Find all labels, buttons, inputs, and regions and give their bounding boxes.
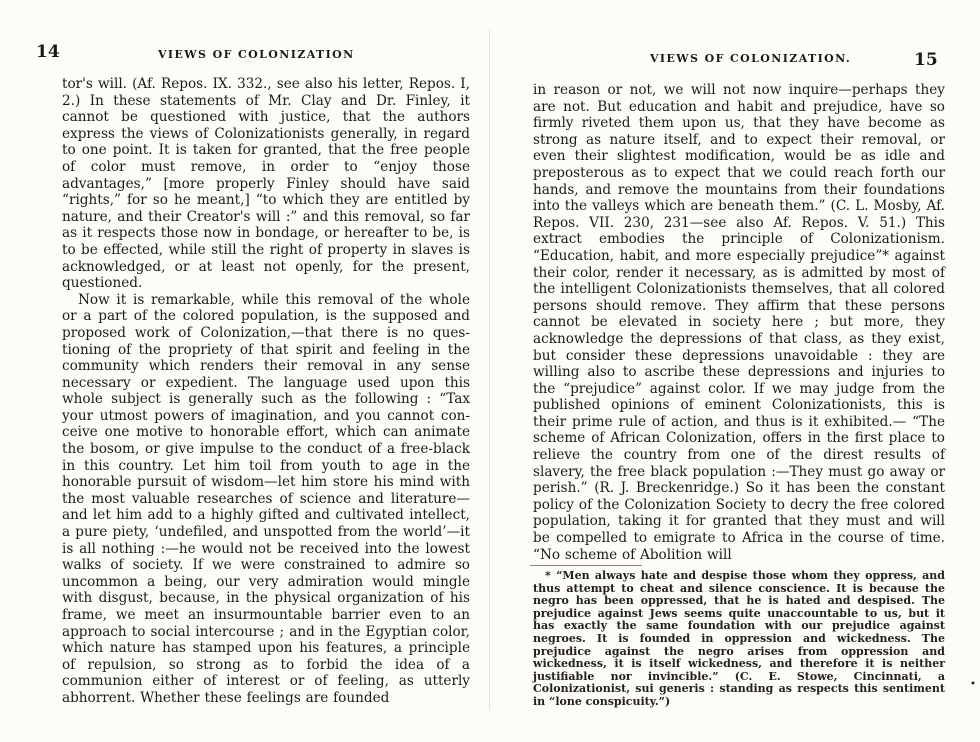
footnote-text: * “Men always hate and despise those whom they oppress, and thus attempt to cheat and silence conscience. It is because the negro has been oppressed, that he is hated and despised. The prejudice against Jews seems quite unaccountable to us, but it has exactly the same foundation with our prejudice against negroes. It is founded in oppression and wickedness. The prejudice against the negro arises from oppression and wickedness, it is itself wickedness, and therefore it is neither justifiable nor invincible.” (C. E. Stowe, Cincinnati, a Colonizationist, sui generis : standing as respects this sentiment in “lone conspicuity.”) <box>533 569 945 708</box>
margin-mark: • <box>970 679 976 690</box>
left-page-body <box>62 76 470 707</box>
footnote-rule <box>530 565 642 566</box>
page-number-right: 15 <box>914 50 938 70</box>
right-page <box>490 0 980 742</box>
running-head-left: VIEWS OF COLONIZATION <box>158 48 355 61</box>
running-head-right: VIEWS OF COLONIZATION. <box>650 52 852 65</box>
paragraph: Now it is remarkable, while this removal of the whole or a part of the colored population, is the supposed and proposed work of Colonization,—that there is no questioning of the propriety of that spirit and feeling in the community which renders their removal in any sense necessary or expedient. The language used upon this whole subject is generally such as the following : “Tax your utmost powers of imagination, and you cannot conceive one motive to honorable effort, which can animate the bosom, or give impulse to the conduct of a free-black in this country. Let him toil from youth to age in the honorable pursuit of wisdom—let him store his mind with the most valuable researches of science and literature—and let him add to a highly gifted and cultivated intellect, a pure piety, ‘undefiled, and unspotted from the world’—it is all nothing :—he would not be received into the lowest walks of society. If we were constrained to admire so uncommon a being, our very admiration would mingle with disgust, because, in the physical organization of his frame, we meet an insurmountable barrier even to an approach to social intercourse ; and in the Egyptian color, which nature has stamped upon his features, a principle of repulsion, so strong as to forbid the idea of a communion either of interest or of feeling, as utterly abhorrent. Whether these feelings are founded <box>62 291 470 706</box>
right-page-body <box>533 82 945 563</box>
footnote <box>533 570 945 709</box>
paragraph: tor's will. (Af. Repos. IX. 332., see also his letter, Repos. I, 2.) In these statements of Mr. Clay and Dr. Finley, it cannot be questioned with justice, that the authors express the views of Colonizationists generally, in regard to one point. It is taken for granted, that the free people of color must remove, in order to “enjoy those advantages,” [more properly Finley should have said “rights,” for so he meant,] “to which they are entitled by nature, and their Creator's will :” and this removal, so far as it respects those now in bondage, or hereafter to be, is to be effected, while still the right of property in slaves is acknowledged, or at least not openly, for the present, questioned. <box>62 76 470 292</box>
page-number-left: 14 <box>36 42 60 62</box>
paragraph: in reason or not, we will not now inquire—perhaps they are not. But education and habit and prejudice, have so firmly riveted them upon us, that they have become as strong as nature itself, and to expect their removal, or even their slightest modification, would be as idle and preposterous as to expect that we could reach forth our hands, and remove the mountains from their foundations into the valleys which are beneath them.” (C. L. Mosby, Af. Repos. VII. 230, 231—see also Af. Repos. V. 51.) This extract embodies the principle of Colonizationism. “Education, habit, and more especially prejudice”* against their color, render it necessary, as is admitted by most of the intelligent Colonizationists themselves, that all colored persons should remove. They affirm that these persons cannot be elevated in society here ; but more, they acknowledge the depressions of that class, as they exist, but consider these depressions unavoidable : they are willing also to ascribe these depressions and injuries to the “prejudice” against color. If we may judge from the published opinions of eminent Colonizationists, this is their prime rule of action, and thus is it exhibited.— “The scheme of African Colonization, offers in the first place to relieve the country from one of the direst results of slavery, the free black population :—They must go away or perish.” (R. J. Breckenridge.) So it has been the constant policy of the Colonization Society to decry the free colored population, taking it for granted that they must and will be compelled to emigrate to Africa in the course of time. “No scheme of Abolition will <box>533 82 945 563</box>
